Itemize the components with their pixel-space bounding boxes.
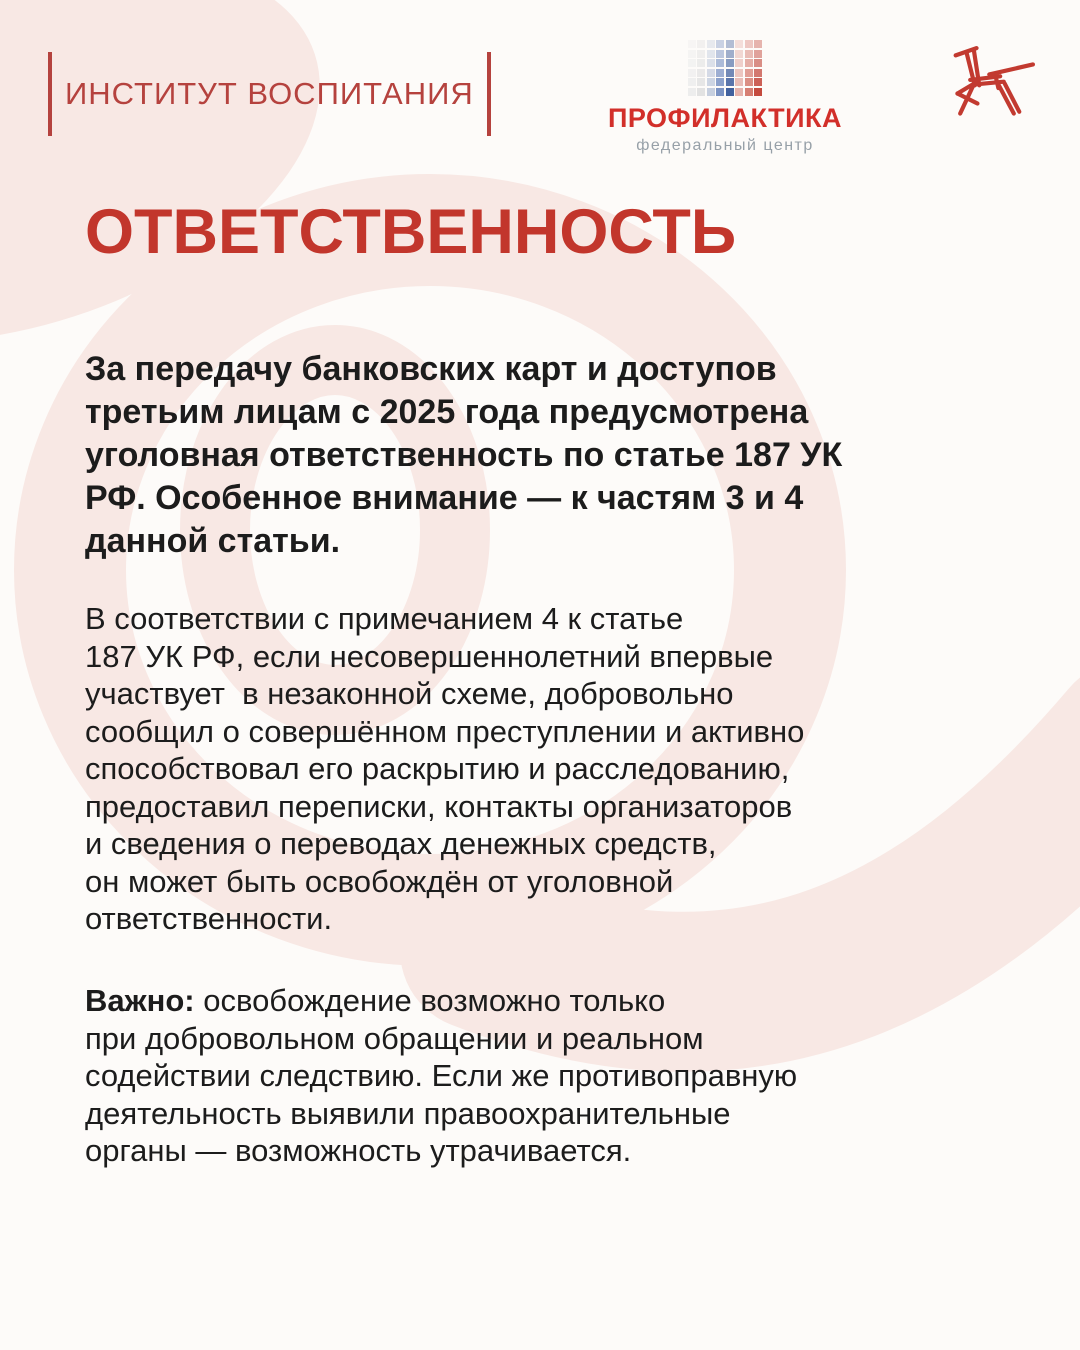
mosaic-cell	[716, 59, 724, 67]
mosaic-cell	[735, 88, 743, 96]
prophylactic-logo-subtitle: федеральный центр	[636, 136, 814, 154]
mosaic-cell	[726, 40, 734, 48]
text-line: он может быть освобождён от уголовной	[85, 863, 674, 899]
mosaic-cell	[726, 50, 734, 58]
mosaic-cell	[688, 78, 696, 86]
mosaic-cell	[707, 50, 715, 58]
important-first-line-text: освобождение возможно только	[194, 983, 666, 1018]
mosaic-cell	[745, 59, 753, 67]
mosaic-cell	[726, 59, 734, 67]
text-line: и сведения о переводах денежных средств,	[85, 826, 717, 861]
mosaic-cell	[716, 40, 724, 48]
text-line: В соответствии с примечанием 4 к статье	[85, 601, 684, 636]
mosaic-cell	[754, 50, 762, 58]
mosaic-cell	[716, 50, 724, 58]
mosaic-cell	[707, 78, 715, 86]
text-line: 187 УК РФ, если несовершеннолетний впервые	[85, 638, 774, 674]
text-line: при добровольном обращении и реальном	[85, 1020, 704, 1056]
horse-logo-icon	[942, 36, 1042, 132]
prophylactic-center-logo	[585, 40, 865, 155]
mosaic-cell	[735, 40, 743, 48]
lead-paragraph	[85, 348, 842, 563]
mosaic-cell	[745, 69, 753, 77]
mosaic-cell	[716, 69, 724, 77]
text-line: данной статьи.	[85, 522, 341, 560]
text-line: третьим лицам с 2025 года предусмотрена	[85, 393, 809, 431]
important-label: Важно:	[85, 983, 195, 1018]
mosaic-cell	[688, 69, 696, 77]
mosaic-cell	[726, 69, 734, 77]
mosaic-cell	[754, 40, 762, 48]
mosaic-cell	[754, 59, 762, 67]
mosaic-cell	[697, 88, 705, 96]
important-rest-lines	[85, 1020, 797, 1170]
mosaic-cell	[697, 69, 705, 77]
mosaic-cell	[688, 59, 696, 67]
page-title: ОТВЕТСТВЕННОСТЬ	[85, 197, 737, 267]
important-first-line	[85, 982, 797, 1020]
mosaic-cell	[707, 59, 715, 67]
mosaic-cell	[754, 69, 762, 77]
mosaic-cell	[745, 88, 753, 96]
mosaic-cell	[716, 88, 724, 96]
body-paragraph	[85, 600, 804, 938]
mosaic-cell	[688, 50, 696, 58]
text-line: сообщил о совершённом преступлении и активно	[85, 713, 805, 749]
text-line: способствовал его раскрытию и расследованию,	[85, 751, 790, 786]
mosaic-cell	[707, 88, 715, 96]
institute-logo	[48, 52, 491, 136]
mosaic-cell	[745, 40, 753, 48]
mosaic-cell	[745, 50, 753, 58]
pixel-mosaic-icon	[585, 40, 865, 96]
mosaic-cell	[735, 59, 743, 67]
mosaic-cell	[697, 50, 705, 58]
mosaic-cell	[754, 88, 762, 96]
mosaic-cell	[688, 40, 696, 48]
text-line: содействии следствию. Если же противоправную	[85, 1058, 798, 1093]
text-line: участвует в незаконной схеме, добровольно	[85, 676, 734, 711]
institute-logo-text: ИНСТИТУТ ВОСПИТАНИЯ	[65, 76, 474, 111]
prophylactic-logo-title: ПРОФИЛАКТИКА	[608, 102, 842, 133]
mosaic-cell	[697, 40, 705, 48]
mosaic-cell	[707, 40, 715, 48]
text-line: РФ. Особенное внимание — к частям 3 и 4	[85, 479, 804, 517]
mosaic-cell	[735, 78, 743, 86]
text-line: ответственности.	[85, 901, 333, 936]
text-line: предоставил переписки, контакты организаторов	[85, 788, 793, 824]
mosaic-cell	[735, 50, 743, 58]
mosaic-cell	[754, 78, 762, 86]
mosaic-cell	[726, 88, 734, 96]
text-line: За передачу банковских карт и доступов	[85, 350, 777, 388]
mosaic-cell	[735, 69, 743, 77]
mosaic-cell	[697, 78, 705, 86]
mosaic-cell	[716, 78, 724, 86]
logo-bar-left	[48, 52, 52, 136]
text-line: органы — возможность утрачивается.	[85, 1133, 632, 1168]
important-paragraph	[85, 982, 797, 1170]
mosaic-cell	[745, 78, 753, 86]
mosaic-cell	[697, 59, 705, 67]
mosaic-cell	[707, 69, 715, 77]
logo-bar-right	[487, 52, 491, 136]
mosaic-cell	[726, 78, 734, 86]
text-line: деятельность выявили правоохранительные	[85, 1095, 731, 1131]
mosaic-cell	[688, 88, 696, 96]
text-line: уголовная ответственность по статье 187 УК	[85, 436, 843, 474]
